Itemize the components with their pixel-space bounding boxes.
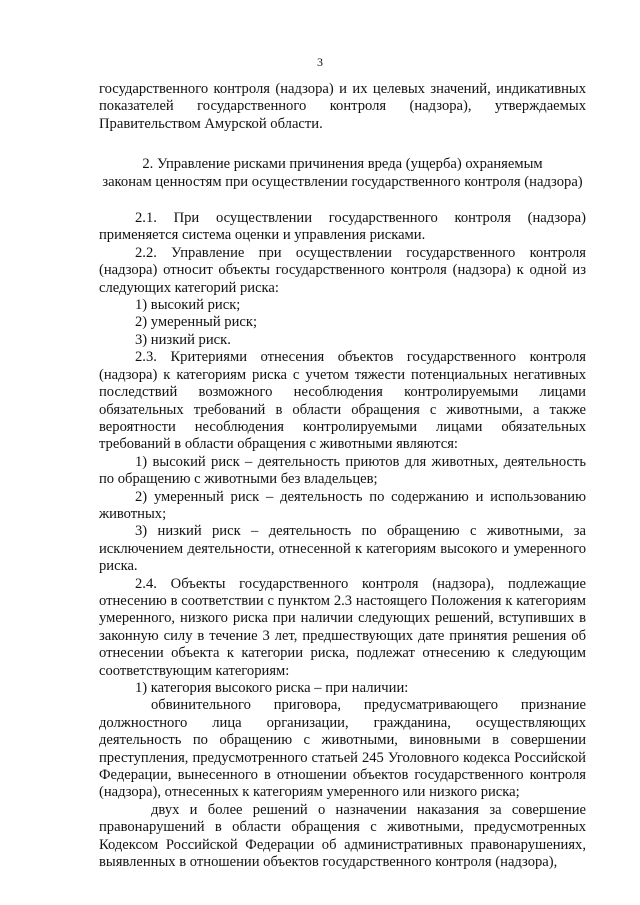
paragraph: 2.1. При осуществлении государственного контроля (надзора) применяется система оценки и управления рисками.	[99, 210, 586, 244]
page-number: 3	[317, 55, 323, 69]
paragraph: 1) категория высокого риска – при наличии:	[135, 680, 409, 696]
section-heading-line-1: 2. Управление рисками причинения вреда (ущерба) охраняемым	[142, 156, 543, 173]
paragraph: 2) умеренный риск – деятельность по содержанию и использованию животных;	[99, 488, 586, 522]
section-heading-line-2: законам ценностям при осуществлении государственного контроля (надзора)	[102, 173, 583, 190]
paragraph: 2) умеренный риск;	[135, 314, 258, 331]
paragraph: 3) низкий риск.	[135, 331, 231, 348]
document-body	[99, 81, 586, 871]
paragraph: 2.2. Управление при осуществлении государственного контроля (надзора) относит объекты государственного контроля (надзора) к одной из следующих категорий риска:	[99, 244, 586, 296]
paragraph-continuation: государственного контроля (надзора) и их целевых значений, индикативных показателей государственного контроля (надзора), утверждаемых Правительством Амурской области.	[99, 81, 586, 132]
paragraph-list	[99, 210, 586, 871]
paragraph: обвинительного приговора, предусматривающего признание должностного лица организации, гражданина, осуществляющих деятельность по обращению с животными, виновными в совершении преступления, предусмотренного статьей 245 Уголовного кодекса Российской Федерации, вынесенного в отношении объектов государственного контроля (надзора), отнесенных к категориям умеренного или низкого риска;	[99, 697, 586, 801]
paragraph: 2.4. Объекты государственного контроля (надзора), подлежащие отнесению в соответствии с пунктом 2.3 настоящего Положения к категориям умеренного, низкого риска при наличии следующих решений, вступивших в законную силу в течение 3 лет, предшествующих дате принятия решения об отнесении объекта к категории риска, подлежат отнесению к следующим соответствующим категориям:	[99, 575, 586, 679]
section-heading	[99, 156, 586, 191]
paragraph: 1) высокий риск – деятельность приютов для животных, деятельность по обращению с животными без владельцев;	[99, 453, 586, 488]
paragraph: двух и более решений о назначении наказания за совершение правонарушений в области обращения с животными, предусмотренных Кодексом Российской Федерации об административных правонарушениях, выявленных в отношении объектов государственного контроля (надзора),	[99, 801, 586, 871]
paragraph: 3) низкий риск – деятельность по обращению с животными, за исключением деятельности, отнесенной к категориям высокого и умеренного риска.	[99, 523, 586, 575]
paragraph: 2.3. Критериями отнесения объектов государственного контроля (надзора) к категориям риска с учетом тяжести потенциальных негативных последствий возможного несоблюдения контролируемыми лицами обязательных требований в области обращения с животными, а также вероятности несоблюдения контролируемыми лицами обязательных требований в области обращения с животными являются:	[99, 349, 586, 453]
paragraph: 1) высокий риск;	[135, 297, 241, 314]
